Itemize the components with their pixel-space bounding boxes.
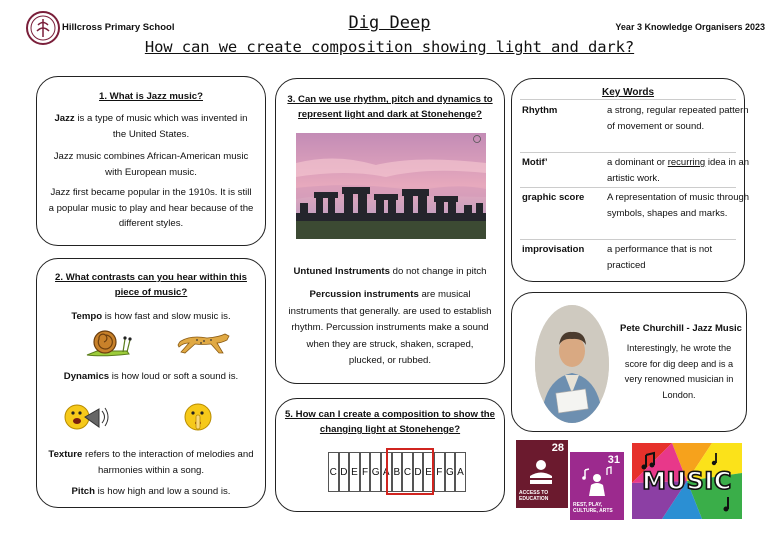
keyword-term: graphic score <box>522 192 585 203</box>
untuned-instruments-definition: Untuned Instruments do not change in pitch <box>293 266 487 277</box>
xylophone-key: D <box>339 452 350 492</box>
snail-icon <box>83 327 133 359</box>
panel-3-title: 3. Can we use rhythm, pitch and dynamics to represent light and dark at Stonehenge? <box>287 94 493 120</box>
play-arts-icon <box>578 466 616 496</box>
jazz-term: Jazz <box>54 113 75 124</box>
panel-2-title: 2. What contrasts can you hear within this piece of music? <box>55 272 247 298</box>
panel-key-words <box>511 78 750 282</box>
musician-name: Pete Churchill <box>620 323 684 334</box>
xylophone-key: E <box>423 452 434 492</box>
xylophone-key: E <box>349 452 360 492</box>
texture-definition: Texture refers to the interaction of melodies and harmonies within a song. <box>48 449 254 476</box>
keyword-definition: A representation of music through symbols, shapes and marks. <box>607 192 750 219</box>
cheetah-icon <box>177 329 233 357</box>
school-name: Hillcross Primary School <box>62 22 175 33</box>
organiser-label: Year 3 Knowledge Organisers 2023 <box>615 22 765 32</box>
keyword-term: improvisation <box>522 244 585 255</box>
musician-heading <box>620 323 742 334</box>
panel-musician <box>511 292 747 432</box>
key-words-title: Key Words <box>601 87 655 98</box>
xylophone-key: F <box>434 452 445 492</box>
main-question: How can we create composition showing light and dark? <box>144 38 635 56</box>
xylophone-key: C <box>402 452 413 492</box>
loud-emoji-icon <box>63 399 111 435</box>
dynamics-definition: Dynamics is how loud or soft a sound is. <box>63 371 239 382</box>
stonehenge-photo <box>296 133 486 239</box>
jazz-origins: Jazz music combines African-American music with European music. <box>53 151 249 178</box>
keyword-term: Rhythm <box>522 105 558 116</box>
highlighted-section <box>386 448 434 495</box>
xylophone-key: A <box>455 452 466 492</box>
panel-1-title: 1. What is Jazz music? <box>99 91 203 102</box>
musician-role: - Jazz Music <box>683 323 742 334</box>
xylophone-key: G <box>370 452 381 492</box>
keyword-definition: a strong, regular repeated pattern of movement or sound. <box>607 105 749 132</box>
jazz-definition: Jazz is a type of music which was invented in the United States. <box>54 113 248 140</box>
xylophone-key: D <box>413 452 424 492</box>
keyword-definition: a performance that is not practiced <box>607 244 713 271</box>
unit-title: Dig Deep <box>348 13 431 33</box>
musician-bio: Interestingly, he wrote the score for dig deep and is a very renowned musician in London. <box>624 343 734 400</box>
tempo-definition: Tempo is how fast and slow music is. <box>71 311 231 322</box>
keyword-term: Motif’ <box>522 157 548 168</box>
musician-portrait <box>535 305 609 423</box>
education-icon <box>524 458 558 484</box>
xylophone-key: B <box>392 452 403 492</box>
keyword-row-graphic-score <box>522 190 750 238</box>
panel-what-is-jazz <box>36 76 266 246</box>
pitch-definition: Pitch is how high and low a sound is. <box>71 486 231 497</box>
xylophone-key: C <box>328 452 339 492</box>
rest-play-culture-badge: 31 REST, PLAY, CULTURE, ARTS <box>570 452 624 520</box>
panel-contrasts <box>36 258 266 508</box>
access-to-education-badge: 28 ACCESS TO EDUCATION <box>516 440 568 508</box>
panel-5-title: 5. How can I create a composition to show the changing light at Stonehenge? <box>284 409 496 435</box>
keyword-row-rhythm <box>522 103 749 151</box>
xylophone-key: F <box>360 452 371 492</box>
keyword-row-improvisation <box>522 242 736 276</box>
panel-composition <box>275 398 505 512</box>
percussion-definition: Percussion instruments are musical instruments that generally. are used to establish rhythm. Percussion instruments make a sound when they are struck, shaken, scraped, plucked, or rubbed. <box>288 289 492 366</box>
keyword-definition: a dominant or recurring idea in an artistic work. <box>607 157 750 184</box>
quiet-emoji-icon <box>181 399 217 437</box>
music-logo: MUSIC <box>632 443 742 519</box>
xylophone-keys <box>328 452 466 492</box>
xylophone-key: A <box>381 452 392 492</box>
keyword-row-motif <box>522 155 750 189</box>
xylophone-key: G <box>445 452 456 492</box>
jazz-history: Jazz first became popular in the 1910s. It is still a popular music to play and hear because of the different styles. <box>48 187 254 229</box>
panel-stonehenge-instruments <box>275 78 505 384</box>
